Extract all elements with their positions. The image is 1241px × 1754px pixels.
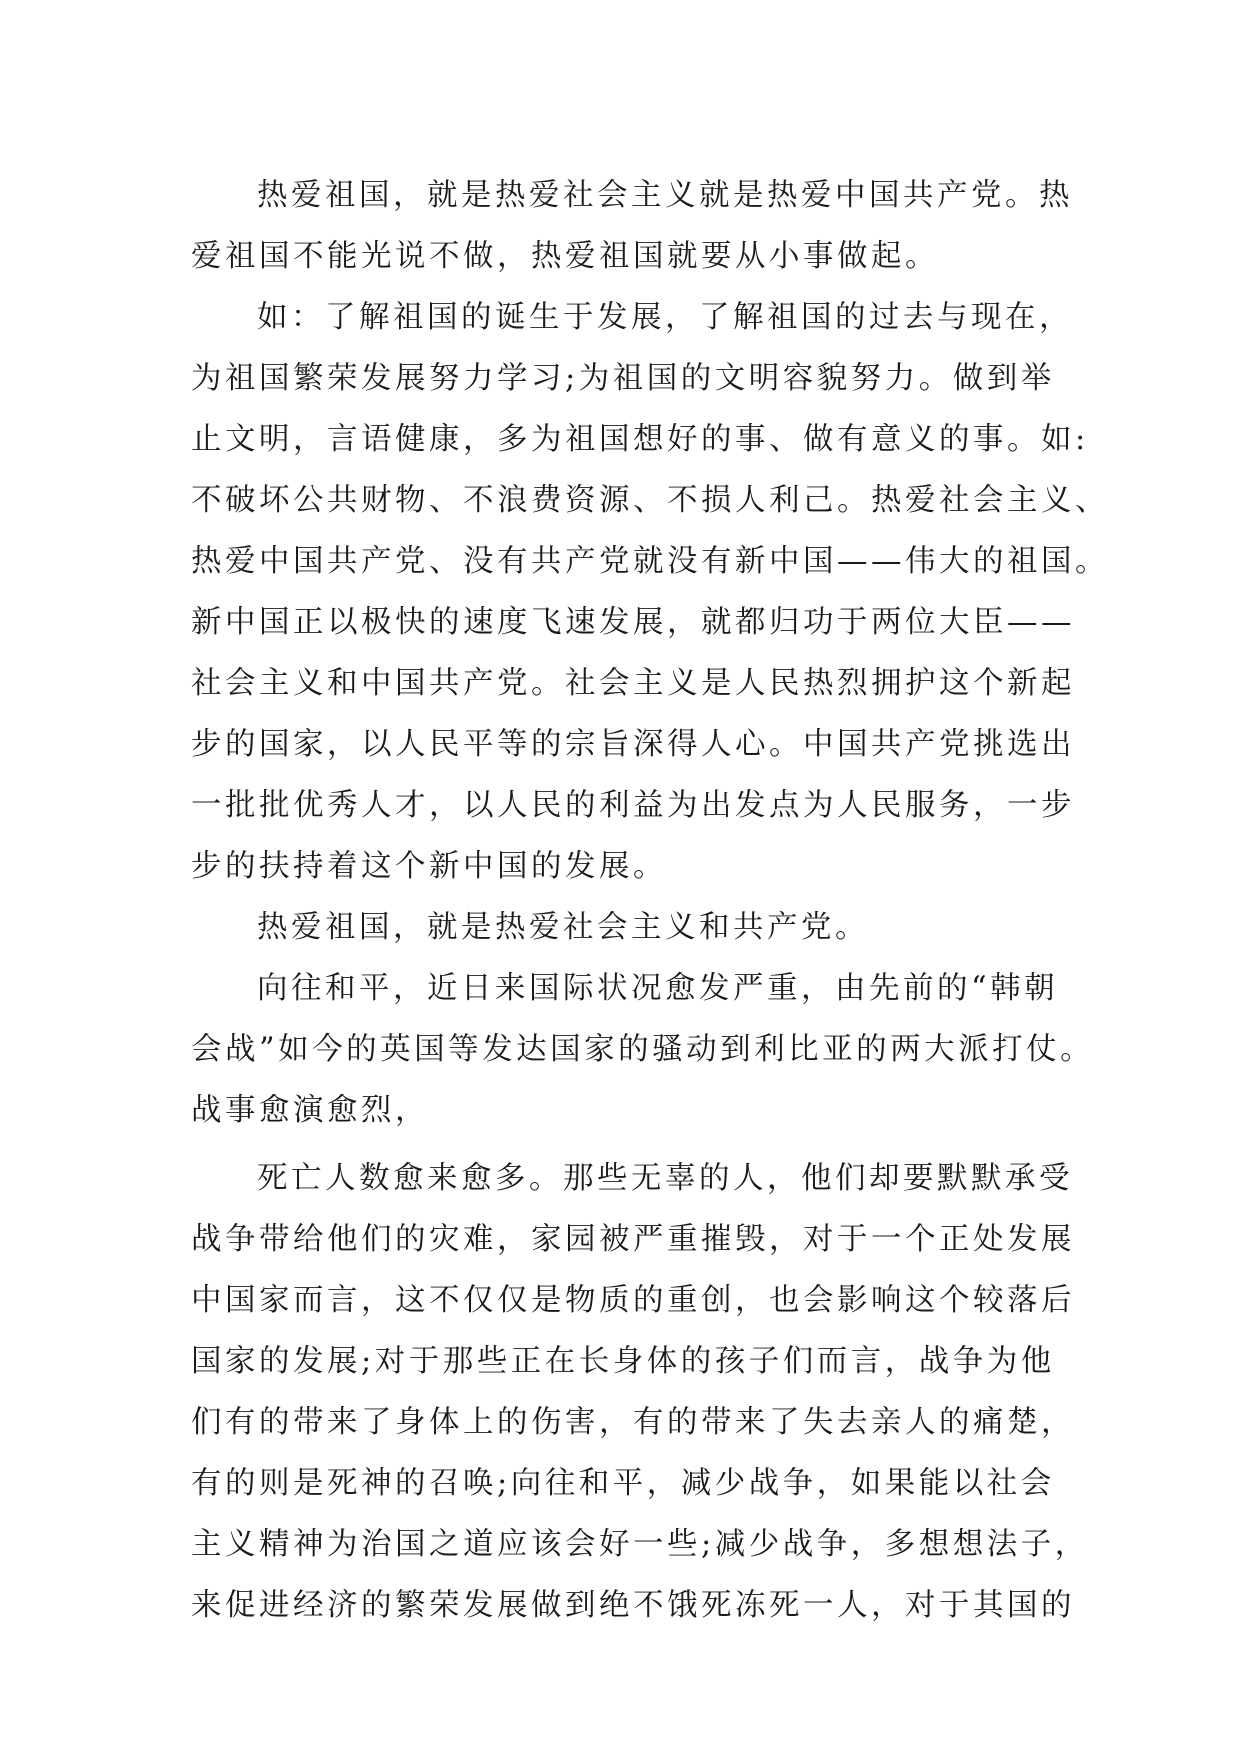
text-line: 战事愈演愈烈， (191, 1093, 429, 1128)
text-line: 主义精神为治国之道应该会好一些;减少战争，多想想法子， (191, 1527, 1089, 1562)
text-line: 来促进经济的繁荣发展做到绝不饿死冻死一人，对于其国的 (191, 1588, 1075, 1623)
text-line: 中国家而言，这不仅仅是物质的重创，也会影响这个较落后 (191, 1283, 1075, 1318)
text-line: 热爱祖国，就是热爱社会主义就是热爱中国共产党。热 (257, 178, 1073, 213)
text-line: 如：了解祖国的诞生于发展，了解祖国的过去与现在， (257, 300, 1073, 335)
document-body (191, 165, 1109, 1636)
text-line: 会战”如今的英国等发达国家的骚动到利比亚的两大派打仗。 (191, 1032, 1095, 1067)
text-line: 爱祖国不能光说不做，热爱祖国就要从小事做起。 (191, 239, 939, 274)
text-line: 社会主义和中国共产党。社会主义是人民热烈拥护这个新起 (191, 666, 1075, 701)
text-line: 一批批优秀人才，以人民的利益为出发点为人民服务，一步 (191, 788, 1075, 823)
text-line: 国家的发展;对于那些正在长身体的孩子们而言，战争为他 (191, 1344, 1055, 1379)
text-line: 为祖国繁荣发展努力学习;为祖国的文明容貌努力。做到举 (191, 361, 1055, 396)
text-line: 战争带给他们的灾难，家园被严重摧毁，对于一个正处发展 (191, 1222, 1075, 1257)
text-line: 们有的带来了身体上的伤害，有的带来了失去亲人的痛楚， (191, 1405, 1075, 1440)
text-line: 死亡人数愈来愈多。那些无辜的人，他们却要默默承受 (257, 1161, 1073, 1196)
text-line: 步的扶持着这个新中国的发展。 (191, 849, 667, 884)
text-line: 止文明，言语健康，多为祖国想好的事、做有意义的事。如: (191, 422, 1089, 457)
text-line: 不破坏公共财物、不浪费资源、不损人利己。热爱社会主义、 (191, 483, 1109, 518)
text-line: 有的则是死神的召唤;向往和平，减少战争，如果能以社会 (191, 1466, 1055, 1501)
text-line: 新中国正以极快的速度飞速发展，就都归功于两位大臣—— (191, 605, 1075, 640)
text-line: 向往和平，近日来国际状况愈发严重，由先前的“韩朝 (257, 971, 1059, 1006)
text-line: 步的国家，以人民平等的宗旨深得人心。中国共产党挑选出 (191, 727, 1075, 762)
text-line: 热爱祖国，就是热爱社会主义和共产党。 (257, 910, 869, 945)
text-line: 热爱中国共产党、没有共产党就没有新中国——伟大的祖国。 (191, 544, 1109, 579)
